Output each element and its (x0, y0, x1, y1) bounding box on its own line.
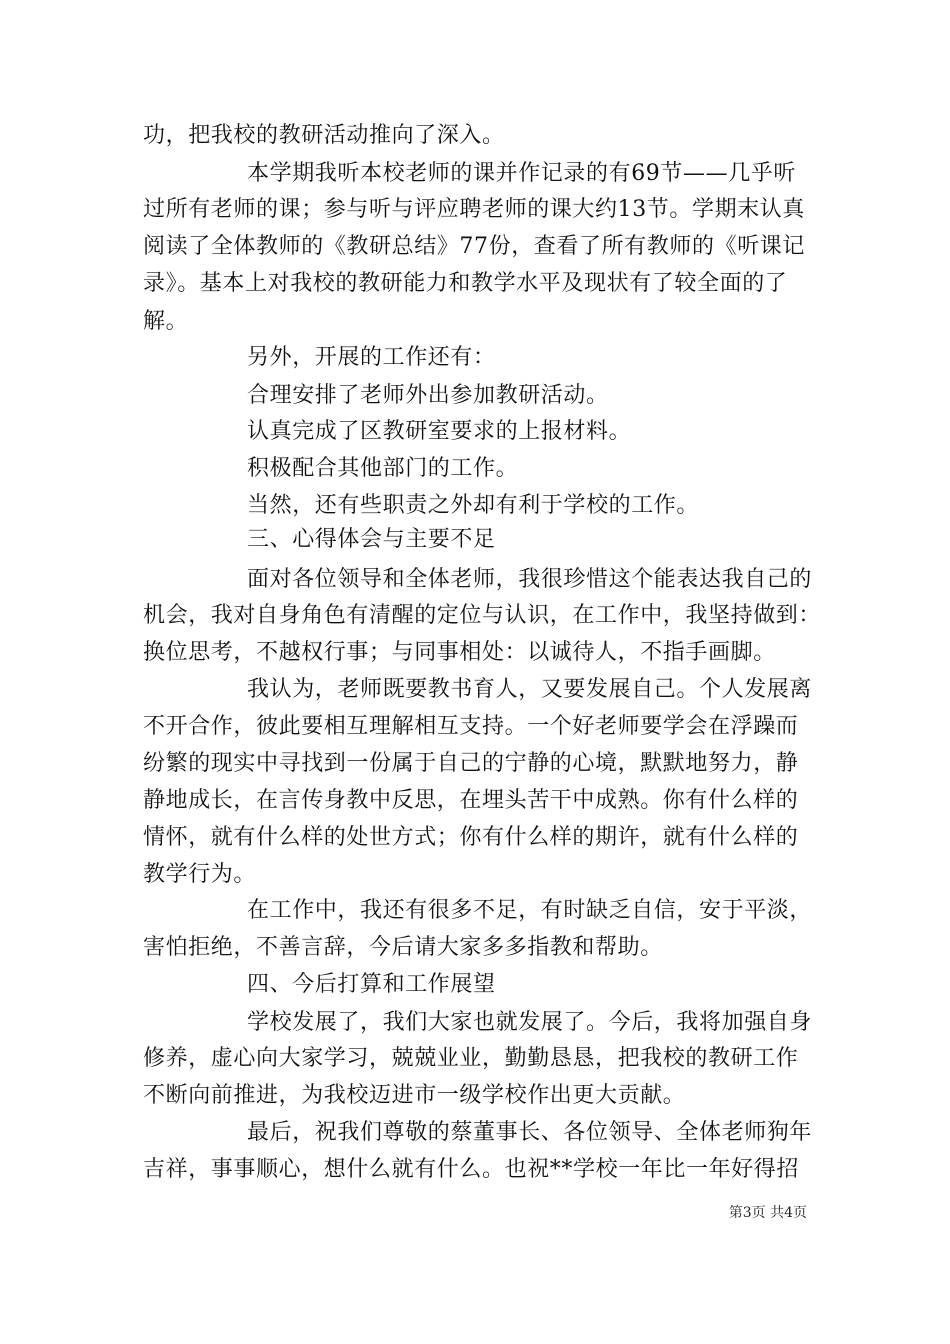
text-line: 过所有老师的课；参与听与评应聘老师的课大约13节。学期末认真 (143, 197, 805, 222)
text-line: 我认为，老师既要教书育人，又要发展自己。个人发展离 (247, 677, 813, 702)
text-line: 积极配合其他部门的工作。 (247, 456, 519, 481)
text-line: 情怀，就有什么样的处世方式；你有什么样的期许，就有什么样的 (143, 825, 799, 850)
text-line: 不断向前推进，为我校迈进市一级学校作出更大贡献。 (143, 1083, 686, 1108)
text-line: 认真完成了区教研室要求的上报材料。 (247, 419, 632, 444)
text-line: 静地成长，在言传身教中反思，在埋头苦干中成熟。你有什么样的 (143, 788, 799, 813)
text-line: 修养，虚心向大家学习，兢兢业业，勤勤恳恳，把我校的教研工作 (143, 1046, 799, 1071)
text-line: 解。 (143, 309, 189, 334)
text-line: 面对各位领导和全体老师，我很珍惜这个能表达我自己的 (247, 567, 813, 592)
page-number-footer: 第3页 共4页 (728, 1205, 807, 1221)
text-line: 本学期我听本校老师的课并作记录的有69节——几乎听 (247, 161, 796, 186)
text-line: 吉祥，事事顺心，想什么就有什么。也祝**学校一年比一年好得招 (143, 1157, 800, 1182)
text-line: 害怕拒绝，不善言辞，今后请大家多多指教和帮助。 (143, 935, 663, 960)
text-line: 当然，还有些职责之外却有利于学校的工作。 (247, 493, 700, 518)
text-line: 纷繁的现实中寻找到一份属于自己的宁静的心境，默默地努力，静 (143, 751, 799, 776)
section-heading: 四、今后打算和工作展望 (247, 972, 496, 997)
text-line: 阅读了全体教师的《教研总结》77份，查看了所有教师的《听课记 (143, 234, 805, 259)
text-line: 换位思考，不越权行事；与同事相处：以诚待人，不指手画脚。 (143, 640, 776, 665)
text-line: 机会，我对自身角色有清醒的定位与认识，在工作中，我坚持做到： (143, 603, 822, 628)
text-line: 学校发展了，我们大家也就发展了。今后，我将加强自身 (247, 1010, 813, 1035)
text-line: 合理安排了老师外出参加教研活动。 (247, 383, 609, 408)
text-line: 教学行为。 (143, 862, 257, 887)
section-heading: 三、心得体会与主要不足 (247, 527, 496, 552)
text-line: 不开合作，彼此要相互理解相互支持。一个好老师要学会在浮躁而 (143, 714, 799, 739)
text-line: 另外，开展的工作还有： (247, 345, 496, 370)
text-line: 功，把我校的教研活动推向了深入。 (143, 123, 505, 148)
text-line: 在工作中，我还有很多不足，有时缺乏自信，安于平淡， (247, 898, 813, 923)
text-line: 最后，祝我们尊敬的蔡董事长、各位领导、全体老师狗年 (247, 1120, 813, 1145)
text-line: 录》。基本上对我校的教研能力和教学水平及现状有了较全面的了 (143, 271, 788, 296)
